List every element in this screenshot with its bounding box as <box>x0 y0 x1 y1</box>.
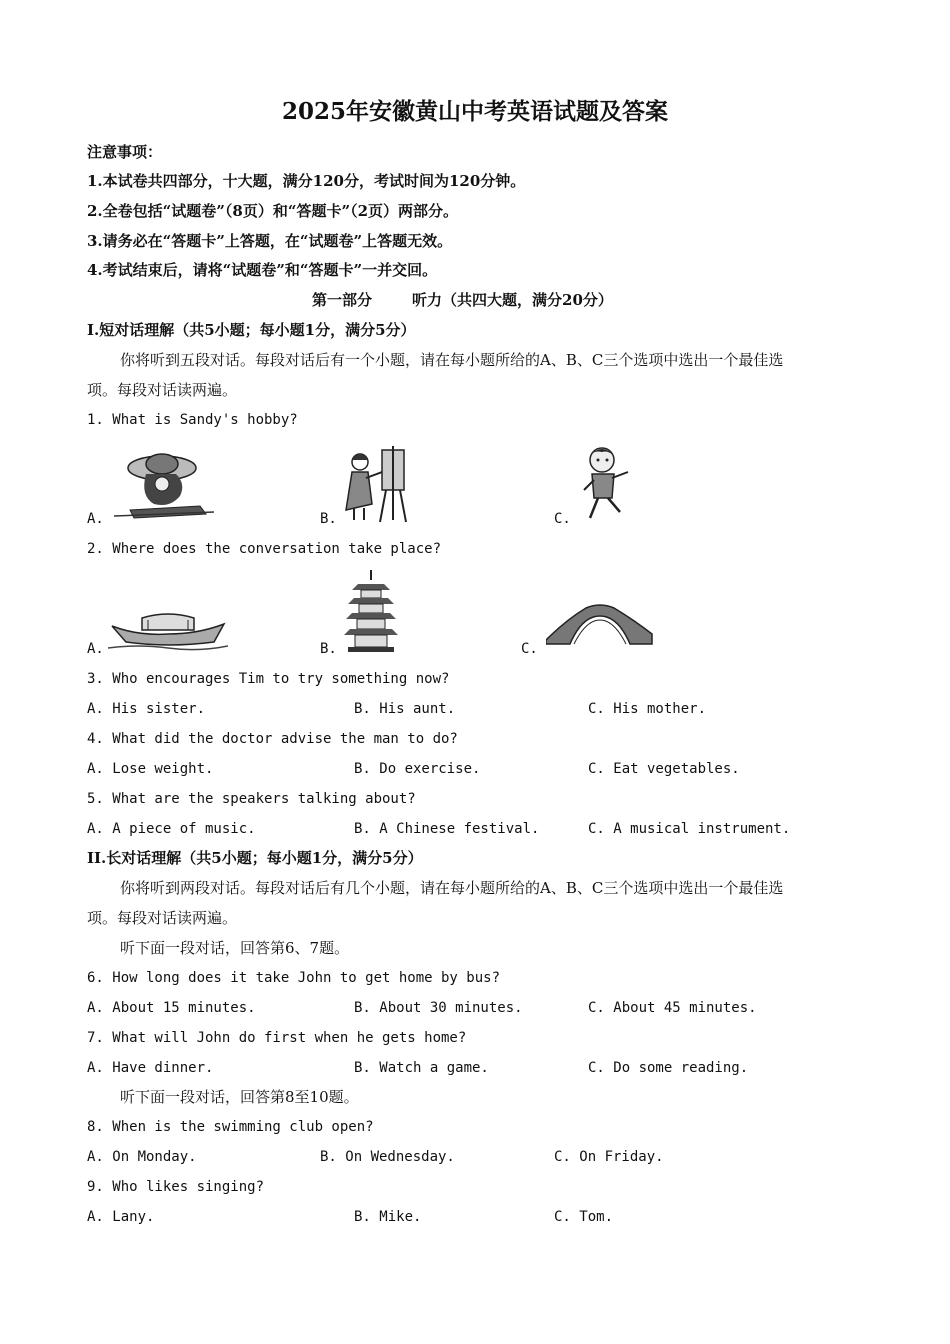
option-text: A. Have dinner. <box>87 1060 214 1076</box>
instructions: 项。每段对话读两遍。 <box>87 909 238 927</box>
option-text: C. Eat vegetables. <box>588 761 740 777</box>
option-text: A. Lany. <box>87 1209 155 1225</box>
option-text: B. Mike. <box>354 1209 422 1225</box>
question-text: 6. How long does it take John to get home by bus? <box>87 970 501 986</box>
notice-item: 4.考试结束后，请将“试题卷”和“答题卡”一并交回。 <box>87 261 438 279</box>
notice-item: 1.本试卷共四部分，十大题，满分120分，考试时间为120分钟。 <box>87 172 526 190</box>
question-text: 3. Who encourages Tim to try something now? <box>87 671 450 687</box>
option-text: A. About 15 minutes. <box>87 1000 256 1016</box>
page-title: 2025年安徽黄山中考英语试题及答案 <box>281 98 668 125</box>
option-label: A. <box>87 511 104 527</box>
running-boy-icon <box>578 442 638 522</box>
option-text: C. About 45 minutes. <box>588 1000 757 1016</box>
option-label: B. <box>320 511 337 527</box>
option-text: B. Watch a game. <box>354 1060 489 1076</box>
option-label: C. <box>521 641 538 657</box>
option-text: B. On Wednesday. <box>320 1149 455 1165</box>
question-text: 1. What is Sandy's hobby? <box>87 412 298 428</box>
option-label: B. <box>320 641 337 657</box>
question-text: 4. What did the doctor advise the man to do? <box>87 731 458 747</box>
question-text: 8. When is the swimming club open? <box>87 1119 374 1135</box>
instructions: 你将听到两段对话。每段对话后有几个小题，请在每小题所给的A、B、C三个选项中选出一个最佳选 <box>120 879 784 897</box>
instructions: 项。每段对话读两遍。 <box>87 381 238 399</box>
section-heading: I.短对话理解（共5小题；每小题1分，满分5分） <box>87 321 416 339</box>
question-text: 5. What are the speakers talking about? <box>87 791 416 807</box>
part-label: 第一部分 <box>312 291 373 309</box>
option-text: A. A piece of music. <box>87 821 256 837</box>
section-heading: II.长对话理解（共5小题；每小题1分，满分5分） <box>87 849 423 867</box>
option-label: C. <box>554 511 571 527</box>
option-text: C. Do some reading. <box>588 1060 749 1076</box>
option-text: B. About 30 minutes. <box>354 1000 523 1016</box>
part-title: 听力（共四大题，满分20分） <box>412 291 613 309</box>
option-text: A. Lose weight. <box>87 761 214 777</box>
option-text: A. His sister. <box>87 701 206 717</box>
arch-bridge-icon <box>546 600 654 648</box>
option-text: B. His aunt. <box>354 701 456 717</box>
option-text: B. Do exercise. <box>354 761 481 777</box>
notice-item: 3.请务必在“答题卡”上答题，在“试题卷”上答题无效。 <box>87 232 453 250</box>
option-text: C. His mother. <box>588 701 707 717</box>
question-text: 9. Who likes singing? <box>87 1179 265 1195</box>
reading-person-icon <box>110 448 220 520</box>
option-text: A. On Monday. <box>87 1149 197 1165</box>
pagoda-icon <box>344 570 398 654</box>
painting-person-icon <box>342 444 414 524</box>
notice-heading: 注意事项： <box>87 143 163 161</box>
boat-icon <box>108 606 228 652</box>
sub-instructions: 听下面一段对话，回答第6、7题。 <box>120 939 350 957</box>
option-text: C. On Friday. <box>554 1149 664 1165</box>
option-text: C. A musical instrument. <box>588 821 791 837</box>
sub-instructions: 听下面一段对话，回答第8至10题。 <box>120 1088 359 1106</box>
notice-item: 2.全卷包括“试题卷”（8页）和“答题卡”（2页）两部分。 <box>87 202 459 220</box>
question-text: 7. What will John do first when he gets home? <box>87 1030 467 1046</box>
option-text: C. Tom. <box>554 1209 614 1225</box>
question-text: 2. Where does the conversation take place? <box>87 541 442 557</box>
instructions: 你将听到五段对话。每段对话后有一个小题，请在每小题所给的A、B、C三个选项中选出一个最佳选 <box>120 351 784 369</box>
option-text: B. A Chinese festival. <box>354 821 540 837</box>
option-label: A. <box>87 641 104 657</box>
